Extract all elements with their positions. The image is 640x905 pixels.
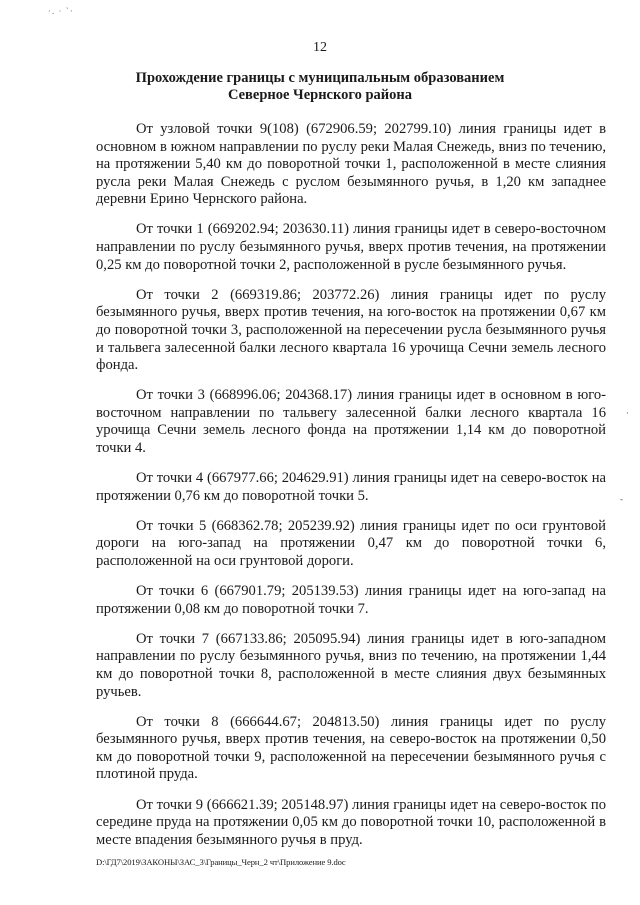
page-number: 12 (313, 40, 327, 55)
paragraph: От точки 9 (666621.39; 205148.97) линия границы идет на северо-восток по середине пруда на протяжении 0,05 км до поворотной точки 10, расположенной в месте впадения безымянного ручья в пруд. (96, 796, 606, 848)
scan-artifact: ·. · `· (48, 6, 74, 16)
section-heading (100, 70, 540, 104)
file-path-footer: D:\ГД7\2019\ЗАКОНЫ\ЗАС_3\Границы_Черн_2 чт\Приложение 9.doc (96, 857, 346, 867)
paragraph: От точки 2 (669319.86; 203772.26) линия границы идет по руслу безымянного ручья, вверх против течения, на юго-восток на протяжении 0,67 км до поворотной точки 3, расположенной на пересечении русла безымянного ручья и тальвега залесенной балки лесного квартала 16 урочища Сечни земель лесного фонда. (96, 286, 606, 374)
margin-mark: · (626, 408, 629, 418)
paragraph: От точки 3 (668996.06; 204368.17) линия границы идет в основном в юго-восточном направлении по тальвегу залесенной балки лесного квартала 16 урочища Сечни земель лесного фонда на протяжении 1,14 км до поворотной точки 4. (96, 387, 606, 456)
paragraph: От точки 7 (667133.86; 205095.94) линия границы идет в юго-западном направлении по руслу безымянного ручья, вниз по течению, на протяжении 1,44 км до поворотной точки 8, расположенной в месте слияния двух безымянных ручьев. (96, 630, 606, 700)
heading-line-1: Прохождение границы с муниципальным образованием (135, 70, 505, 86)
paragraph: От точки 8 (666644.67; 204813.50) линия границы идет по руслу безымянного ручья, вверх против течения, на северо-восток на протяжении 0,50 км до поворотной точки 9, расположенной на пересечении безымянного ручья с плотиной пруда. (96, 713, 606, 783)
paragraph: От точки 5 (668362.78; 205239.92) линия границы идет по оси грунтовой дороги на юго-запад на протяжении 0,47 км до поворотной точки 6, расположенной на оси грунтовой дороги. (96, 517, 606, 569)
heading-line-2: Северное Чернского района (227, 87, 413, 103)
document-body (96, 121, 606, 862)
paragraph: От точки 6 (667901.79; 205139.53) линия границы идет на юго-запад на протяжении 0,08 км до поворотной точки 7. (96, 583, 606, 617)
paragraph: От узловой точки 9(108) (672906.59; 202799.10) линия границы идет в основном в южном направлении по руслу реки Малая Снежедь, вниз по течению, на протяжении 5,40 км до поворотной точки 1, расположенной в месте слияния русла реки Малая Снежедь с руслом безымянного ручья, в 1,20 км западнее деревни Ерино Чернского района. (96, 121, 606, 208)
paragraph: От точки 4 (667977.66; 204629.91) линия границы идет на северо-восток на протяжении 0,76 км до поворотной точки 5. (96, 470, 606, 504)
paragraph: От точки 1 (669202.94; 203630.11) линия границы идет в северо-восточном направлении по руслу безымянного ручья, вверх против течения, на протяжении 0,25 км до поворотной точки 2, расположенной в русле безымянного ручья. (96, 221, 606, 273)
margin-mark: - (620, 494, 623, 504)
